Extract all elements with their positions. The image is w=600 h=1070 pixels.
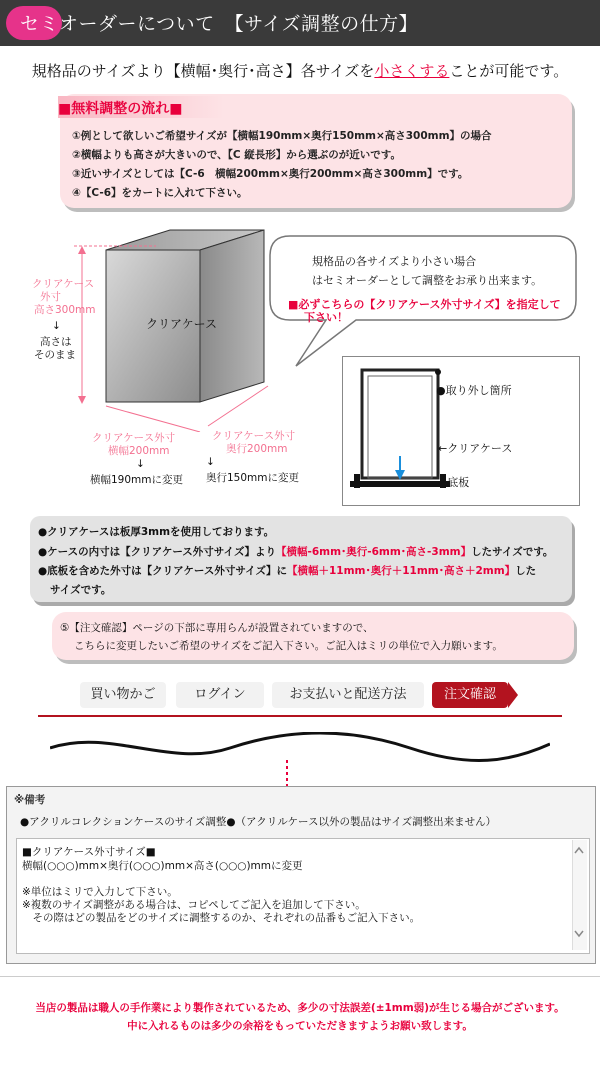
flow-step-1: ①例として欲しいご希望サイズが【横幅190mm×奥行150mm×高さ300mm】の場合: [72, 130, 492, 142]
footer-line-1: 当店の製品は職人の手作業により製作されているため、多少の寸法誤差(±1mm弱)が生じる場合がございます。: [35, 1002, 565, 1014]
flow-step-4: ④【C-6】をカートに入れて下さい。: [72, 187, 248, 199]
width-label-1: クリアケース外寸: [92, 432, 176, 444]
case-label: クリアケース: [146, 317, 218, 331]
confirm-line-1: ⑤【注文確認】ページの下部に専用らんが設置されていますので、: [60, 622, 374, 634]
flow-step-3: ③近いサイズとしては【C-6 横幅200mm×奥行200mm×高さ300mm】です。: [72, 168, 469, 180]
depth-label-1: クリアケース外寸: [212, 430, 296, 442]
step-login: ログイン: [176, 682, 264, 708]
textarea-line-5: その際はどの製品をどのサイズに調整するのか、それぞれの品番もご記入下さい。: [22, 912, 421, 924]
depth-label-2: 奥行200mm: [226, 443, 288, 455]
textarea-line-1: ■クリアケース外寸サイズ■: [22, 846, 156, 858]
textarea-line-2: 横幅(○○○)mm×奥行(○○○)mm×高さ(○○○)mmに変更: [22, 860, 303, 872]
step-confirm: 注文確認: [432, 682, 508, 708]
info-line-4: サイズです。: [50, 584, 112, 596]
removal-label: ●取り外し箇所: [436, 384, 512, 397]
wave-divider: [50, 732, 550, 762]
intro-text: [0, 60, 600, 81]
info-line-1: ●クリアケースは板厚3mmを使用しております。: [38, 526, 275, 538]
scroll-down-icon[interactable]: [574, 930, 584, 938]
intro-emphasis: 小さくする: [374, 62, 450, 80]
textarea-line-3: ※単位はミリで入力して下さい。: [22, 886, 178, 898]
flow-title: ■無料調整の流れ■: [58, 101, 183, 117]
intro-after: ことが可能です。: [449, 62, 569, 80]
step-payment: お支払いと配送方法: [272, 682, 424, 708]
info-line-3: [38, 563, 536, 578]
bubble-line-1: 規格品の各サイズより小さい場合: [312, 255, 477, 268]
textarea-line-4: ※複数のサイズ調整がある場合は、コピペしてご記入を追加して下さい。: [22, 899, 366, 911]
info-line-3-a: ●底板を含めた外寸は【クリアケース外寸サイズ】に: [38, 565, 287, 577]
notes-subheading: ●アクリルコレクションケースのサイズ調整●（アクリルケース以外の製品はサイズ調整出来ません）: [20, 816, 497, 828]
scroll-up-icon[interactable]: [574, 846, 584, 854]
footer-rule: [0, 976, 600, 977]
step-cart: 買い物かご: [80, 682, 166, 708]
info-line-3-red: 【横幅＋11mm･奥行＋11mm･高さ＋2mm】: [286, 565, 516, 577]
width-note: 横幅190mmに変更: [90, 474, 183, 486]
bottom-label: ←底板: [438, 476, 470, 489]
width-arrow: ↓: [136, 458, 145, 470]
height-arrow: ↓: [52, 320, 61, 332]
bubble-line-4: 下さい！: [304, 311, 348, 324]
step-arrow-icon: [508, 682, 518, 708]
width-label-2: 横幅200mm: [108, 445, 170, 457]
confirm-line-2: こちらに変更したいご希望のサイズをご記入下さい。ご記入はミリの単位で入力願います。: [74, 640, 503, 652]
info-line-2-b: したサイズです。: [471, 546, 554, 558]
page-title: セミオーダーについて 【サイズ調整の仕方】: [20, 13, 419, 35]
depth-arrow: ↓: [206, 456, 215, 468]
case-side-label: ←クリアケース: [438, 442, 513, 455]
flow-step-2: ②横幅よりも高さが大きいので、【C 縦長形】から選ぶのが近いです。: [72, 149, 401, 161]
height-label-3: 高さ300mm: [34, 304, 96, 316]
height-note-1: 高さは: [40, 336, 72, 348]
intro-before: 規格品のサイズより【横幅･奥行･高さ】各サイズを: [31, 62, 375, 80]
height-note-2: そのまま: [34, 349, 76, 361]
info-line-2: [38, 544, 553, 559]
info-line-2-a: ●ケースの内寸は【クリアケース外寸サイズ】より: [38, 546, 276, 558]
bubble-line-2: はセミオーダーとして調整をお承り出来ます。: [312, 274, 543, 287]
height-label-2: 外寸: [40, 291, 61, 303]
step-divider: [38, 715, 562, 717]
info-line-3-b: した: [515, 565, 537, 577]
bubble-line-3: ■必ずこちらの【クリアケース外寸サイズ】を指定して: [288, 298, 561, 311]
height-label-1: クリアケース: [32, 278, 95, 290]
footer-line-2: 中に入れるものは多少の余裕をもっていただきますようお願い致します。: [127, 1020, 473, 1032]
info-line-2-red: 【横幅-6mm･奥行-6mm･高さ-3mm】: [275, 546, 472, 558]
depth-note: 奥行150mmに変更: [206, 472, 299, 484]
notes-heading: ※備考: [14, 794, 46, 806]
